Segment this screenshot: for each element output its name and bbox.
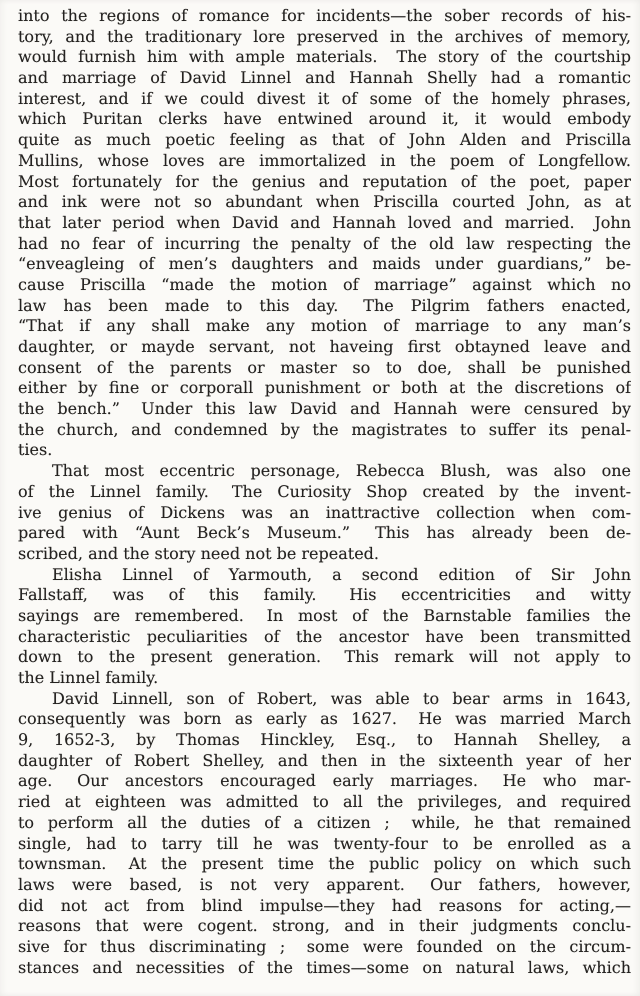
text-line: ried at eighteen was admitted to all the privileges, and required [18,792,631,812]
text-line: stances and necessities of the times—some on natural laws, which [18,957,631,977]
text-line: scribed, and the story need not be repeated. [18,543,379,563]
text-line: daughter, or mayde servant, not haveing first obtayned leave and [18,337,631,356]
text-line: and ink were not so abundant when Priscilla courted John, as at [18,192,631,212]
text-line: pared with “Aunt Beck’s Museum.” This has already been de- [18,523,631,543]
paragraph [18,689,631,979]
text-line: ties. [18,440,53,460]
text-line: “enveagleing of men’s daughters and maids under guardians,” be- [18,254,631,274]
text-line: characteristic peculiarities of the ancestor have been transmitted [18,626,631,646]
text-line: Mullins, whose loves are immortalized in the poem of Longfellow. [18,150,631,170]
paragraph [18,565,631,689]
text-line: to perform all the duties of a citizen ; while, he that remained [18,812,631,832]
text-line: quite as much poetic feeling as that of John Alden and Priscilla [18,130,631,150]
text-line: that later period when David and Hannah loved and married. John [18,212,631,232]
paragraph [18,461,631,564]
text-line: had no fear of incurring the penalty of the old law respecting the [18,233,631,253]
text-line: townsman. At the present time the public policy on which such [18,854,631,874]
text-line: single, had to tarry till he was twenty-four to be enrolled as a [18,833,631,853]
text-line: sayings are remembered. In most of the Barnstable families the [18,605,631,625]
text-line: 9, 1652-3, by Thomas Hinckley, Esq., to Hannah Shelley, a [18,730,631,750]
text-line: Elisha Linnel of Yarmouth, a second edition of Sir John [52,564,631,584]
text-line: consequently was born as early as 1627. He was married March [18,709,631,729]
text-line: the church, and condemned by the magistrates to suffer its penal- [18,419,631,439]
text-line: Most fortunately for the genius and reputation of the poet, paper [18,171,631,191]
text-line: tory, and the traditionary lore preserved in the archives of memory, [18,26,631,46]
text-line: Fallstaff, was of this family. His eccentricities and witty [18,585,631,605]
text-line: down to the present generation. This remark will not apply to [18,647,631,667]
text-line: would furnish him with ample materials. The story of the courtship [18,47,631,67]
text-line: which Puritan clerks have entwined around it, it would embody [18,109,631,129]
text-line: the Linnel family. [18,668,159,687]
text-line: interest, and if we could divest it of some of the homely phrases, [18,88,631,108]
paragraph [18,6,631,461]
text-line: “That if any shall make any motion of marriage to any man’s [18,316,631,336]
text-line: sive for thus discriminating ; some were founded on the circum- [18,936,631,956]
text-line: age. Our ancestors encouraged early marriages. He who mar- [18,771,631,791]
text-line: and marriage of David Linnel and Hannah Shelly had a romantic [18,68,631,88]
text-line: law has been made to this day. The Pilgrim fathers enacted, [18,295,631,315]
text-line: into the regions of romance for incidents—the sober records of his- [18,6,631,25]
text-line: cause Priscilla “made the motion of marriage” against which no [18,274,631,294]
text-line: reasons that were cogent. strong, and in their judgments conclu- [18,916,631,936]
text-line: ive genius of Dickens was an inattractive collection when com- [18,502,631,522]
text-line: That most eccentric personage, Rebecca Blush, was also one [52,461,631,481]
text-line: consent of the parents or master so to doe, shall be punished [18,357,631,377]
text-line: the bench.” Under this law David and Hannah were censured by [18,399,631,419]
text-line: of the Linnel family. The Curiosity Shop created by the invent- [18,481,631,501]
text-line: did not act from blind impulse—they had reasons for acting,— [18,895,631,915]
text-line: daughter of Robert Shelley, and then in the sixteenth year of her [18,750,631,770]
text-line: David Linnell, son of Robert, was able to bear arms in 1643, [52,688,631,708]
page-text-block [18,6,631,978]
text-line: either by fine or corporall punishment or both at the discretions of [18,378,631,398]
text-line: laws were based, is not very apparent. Our fathers, however, [18,874,631,894]
